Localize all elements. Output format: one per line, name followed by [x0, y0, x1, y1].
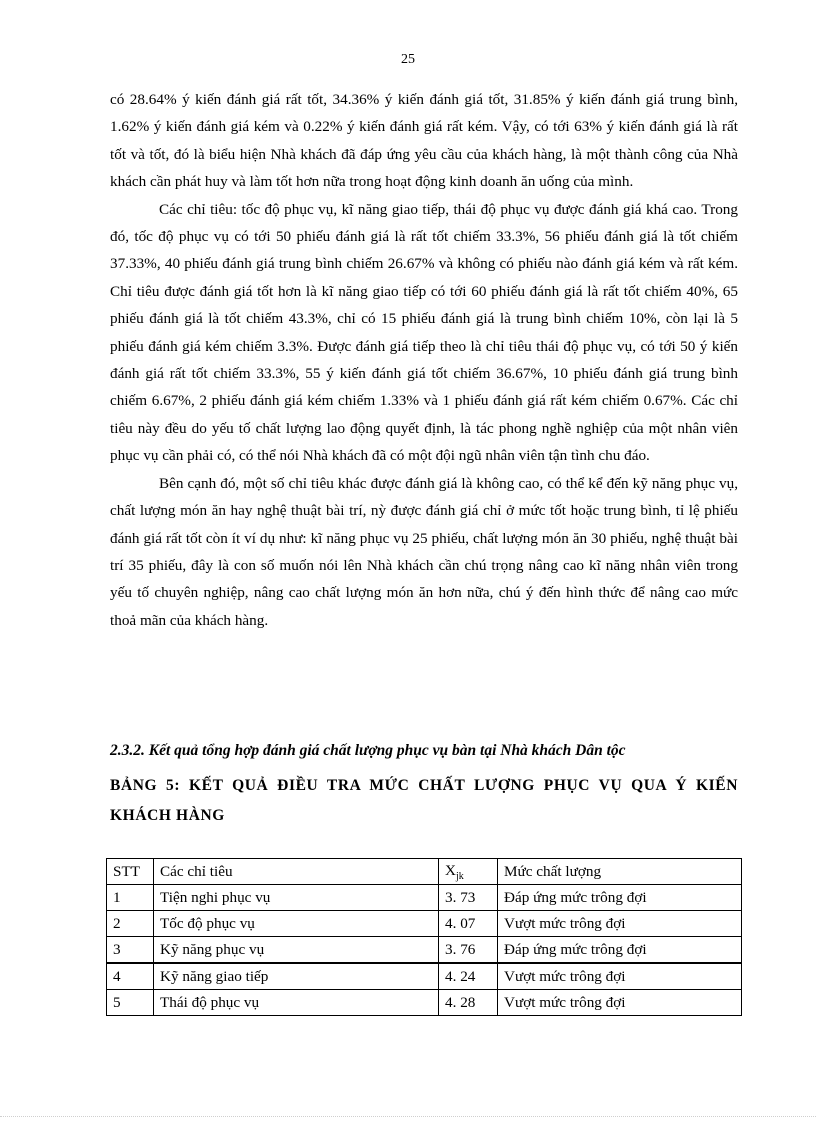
paragraph-2: Các chỉ tiêu: tốc độ phục vụ, kĩ năng giao tiếp, thái độ phục vụ được đánh giá khá cao. Trong đó, tốc độ phục vụ có tới 50 phiếu đánh giá là rất tốt chiếm 33.3%, 56 phiếu đánh giá là tốt chiếm 37.33%, 40 phiếu đánh giá trung bình chiếm 26.67% và không có phiếu nào đánh giá kém và rất kém. Chỉ tiêu được đánh giá tốt hơn là kĩ năng giao tiếp có tới 60 phiếu đánh giá là rất tốt chiếm 40%, 65 phiếu đánh giá là tốt chiếm 43.3%, chỉ có 15 phiếu đánh giá là trung bình chiếm 10%, còn lại là 5 phiếu đánh giá kém chiếm 3.3%. Được đánh giá tiếp theo là chỉ tiêu thái độ phục vụ, có tới 50 ý kiến đánh giá rất tốt chiếm 33.3%, 55 ý kiến đánh giá tốt chiếm 36.67%, 10 phiếu đánh giá trung bình chiếm 6.67%, 2 phiếu đánh giá kém chiếm 1.33% và 1 phiếu đánh giá rất kém chiếm 0.67%. Các chỉ tiêu này đều do yếu tố chất lượng lao động quyết định, là tác phong nghề nghiệp của một nhân viên phục vụ cần phải có, có thể nói Nhà khách đã có một đội ngũ nhân viên tận tình chu đáo.	[110, 200, 738, 465]
table-row	[107, 885, 742, 911]
row-score: 4. 07	[439, 911, 498, 937]
table-title: BẢNG 5: KẾT QUẢ ĐIỀU TRA MỨC CHẤT LƯỢNG PHỤC VỤ QUA Ý KIẾN KHÁCH HÀNG	[110, 777, 738, 824]
row-stt: 3	[107, 937, 154, 964]
section-heading: 2.3.2. Kết quả tổng hợp đánh giá chất lượng phục vụ bàn tại Nhà khách Dân tộc	[110, 742, 626, 759]
results-table	[106, 858, 742, 1016]
header-criteria: Các chỉ tiêu	[154, 859, 439, 885]
row-level: Đáp ứng mức trông đợi	[498, 885, 742, 911]
paragraph-1: có 28.64% ý kiến đánh giá rất tốt, 34.36% ý kiến đánh giá tốt, 31.85% ý kiến đánh giá trung bình, 1.62% ý kiến đánh giá kém và 0.22% ý kiến đánh giá rất kém. Vậy, có tới 63% ý kiến đánh giá là rất tốt và tốt, đó là biểu hiện Nhà khách đã đáp ứng yêu cầu của khách hàng, là một thành công của Nhà khách cần phát huy và làm tốt hơn nữa trong hoạt động kinh doanh ăn uống của mình.	[110, 91, 738, 191]
table-row	[107, 963, 742, 990]
row-criteria: Thái độ phục vụ	[154, 990, 439, 1016]
table-header-row	[107, 859, 742, 885]
row-level: Vượt mức trông đợi	[498, 911, 742, 937]
row-criteria: Kỹ năng phục vụ	[154, 937, 439, 964]
header-score-subscript: jk	[455, 870, 464, 882]
row-stt: 5	[107, 990, 154, 1016]
header-score	[439, 859, 498, 885]
row-criteria: Tiện nghi phục vụ	[154, 885, 439, 911]
row-stt: 2	[107, 911, 154, 937]
table-row	[107, 911, 742, 937]
row-level: Đáp ứng mức trông đợi	[498, 937, 742, 964]
header-score-main: X	[445, 861, 456, 879]
row-score: 4. 28	[439, 990, 498, 1016]
table-row	[107, 937, 742, 964]
row-stt: 4	[107, 963, 154, 990]
body-text	[110, 86, 738, 634]
page-bottom-divider	[0, 1116, 816, 1117]
row-stt: 1	[107, 885, 154, 911]
row-score: 3. 73	[439, 885, 498, 911]
row-score: 4. 24	[439, 963, 498, 990]
header-level: Mức chất lượng	[498, 859, 742, 885]
table-row	[107, 990, 742, 1016]
row-level: Vượt mức trông đợi	[498, 990, 742, 1016]
row-score: 3. 76	[439, 937, 498, 964]
paragraph-3: Bên cạnh đó, một số chỉ tiêu khác được đánh giá là không cao, có thể kể đến kỹ năng phục vụ, chất lượng món ăn hay nghệ thuật bài trí, nỳ được đánh giá chỉ ở mức tốt hoặc trung bình, tỉ lệ phiếu đánh giá rất tốt còn ít ví dụ như: kĩ năng phục vụ 25 phiếu, chất lượng món ăn 30 phiếu, nghệ thuật bài trí 35 phiếu, đây là con số muốn nói lên Nhà khách cần chú trọng nâng cao kĩ năng nhân viên trong yếu tố chuyên nghiệp, nâng cao chất lượng món ăn hơn nữa, chú ý đến hình thức để nâng cao mức thoả mãn của khách hàng.	[110, 474, 738, 629]
row-level: Vượt mức trông đợi	[498, 963, 742, 990]
row-criteria: Tốc độ phục vụ	[154, 911, 439, 937]
header-stt: STT	[107, 859, 154, 885]
row-criteria: Kỹ năng giao tiếp	[154, 963, 439, 990]
page-number: 25	[401, 52, 415, 67]
